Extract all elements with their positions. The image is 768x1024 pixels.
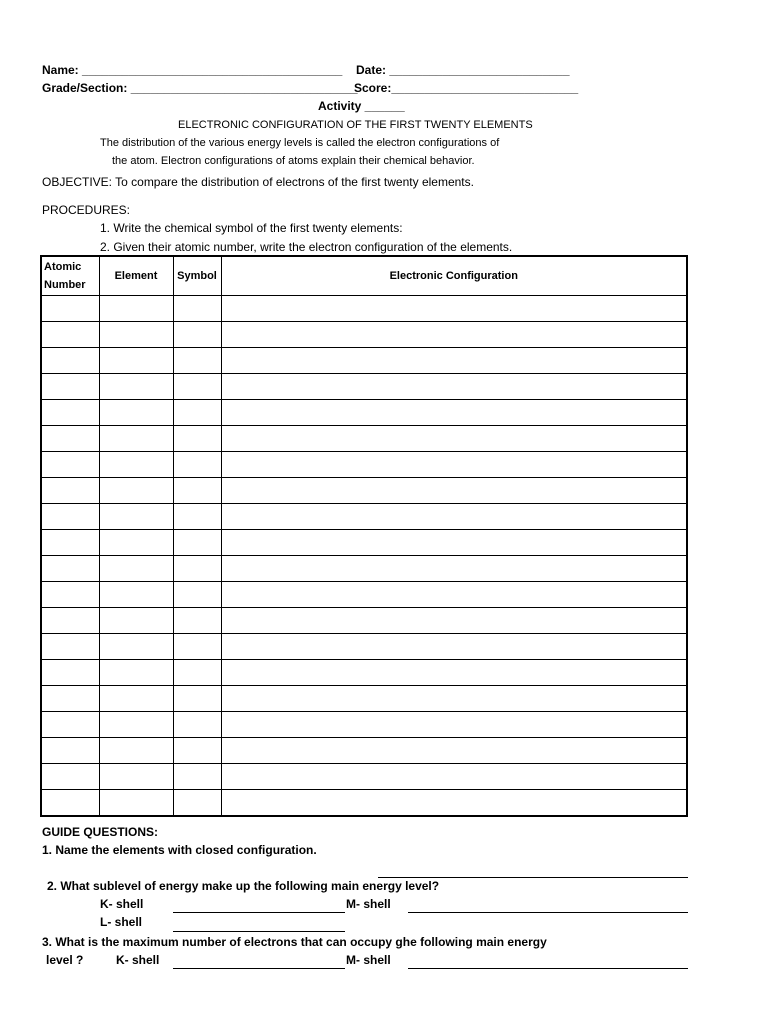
cell-symbol[interactable]	[173, 556, 221, 582]
cell-element[interactable]	[99, 686, 173, 712]
cell-element[interactable]	[99, 556, 173, 582]
intro-line-1: The distribution of the various energy levels is called the electron configurations of	[100, 137, 500, 149]
table-row	[41, 738, 687, 764]
objective: OBJECTIVE: To compare the distribution of electrons of the first twenty elements.	[42, 175, 474, 189]
cell-symbol[interactable]	[173, 738, 221, 764]
table-row	[41, 452, 687, 478]
table-row	[41, 530, 687, 556]
cell-element[interactable]	[99, 452, 173, 478]
col-header-element: Element	[99, 256, 173, 296]
table-row	[41, 790, 687, 817]
col-header-atomic-line2: Number	[44, 279, 86, 291]
activity-label: Activity ______	[318, 99, 405, 113]
answer-line-k-shell[interactable]	[173, 912, 345, 913]
guide-question-1: 1. Name the elements with closed configuration.	[42, 843, 317, 857]
cell-symbol[interactable]	[173, 374, 221, 400]
cell-atomic-number[interactable]	[41, 452, 99, 478]
table-row	[41, 608, 687, 634]
cell-element[interactable]	[99, 504, 173, 530]
cell-symbol[interactable]	[173, 530, 221, 556]
table-row	[41, 660, 687, 686]
table-row	[41, 556, 687, 582]
cell-atomic-number[interactable]	[41, 712, 99, 738]
cell-atomic-number[interactable]	[41, 426, 99, 452]
table-row	[41, 426, 687, 452]
cell-symbol[interactable]	[173, 504, 221, 530]
answer-line-l-shell[interactable]	[173, 931, 345, 932]
cell-atomic-number[interactable]	[41, 478, 99, 504]
date-field-label[interactable]: Date: ___________________________	[356, 63, 570, 77]
cell-symbol[interactable]	[173, 478, 221, 504]
cell-configuration[interactable]	[221, 348, 687, 374]
cell-configuration[interactable]	[221, 660, 687, 686]
table-row	[41, 712, 687, 738]
cell-configuration[interactable]	[221, 322, 687, 348]
cell-configuration[interactable]	[221, 478, 687, 504]
cell-atomic-number[interactable]	[41, 608, 99, 634]
cell-element[interactable]	[99, 764, 173, 790]
cell-configuration[interactable]	[221, 790, 687, 817]
table-row	[41, 686, 687, 712]
cell-symbol[interactable]	[173, 322, 221, 348]
cell-element[interactable]	[99, 790, 173, 817]
col-header-atomic-number	[41, 256, 99, 296]
cell-symbol[interactable]	[173, 452, 221, 478]
cell-configuration[interactable]	[221, 400, 687, 426]
cell-configuration[interactable]	[221, 608, 687, 634]
table-row	[41, 634, 687, 660]
cell-element[interactable]	[99, 582, 173, 608]
col-header-symbol: Symbol	[173, 256, 221, 296]
cell-configuration[interactable]	[221, 296, 687, 322]
name-field-label[interactable]: Name: _______________________________________	[42, 63, 343, 77]
cell-configuration[interactable]	[221, 452, 687, 478]
cell-element[interactable]	[99, 660, 173, 686]
answer-line-m-shell[interactable]	[408, 912, 688, 913]
cell-element[interactable]	[99, 400, 173, 426]
cell-symbol[interactable]	[173, 634, 221, 660]
answer-line-k-shell-q3[interactable]	[173, 968, 345, 969]
guide-question-3: 3. What is the maximum number of electrons that can occupy ghe following main energy	[42, 935, 547, 949]
answer-line-q1[interactable]	[378, 877, 688, 878]
cell-symbol[interactable]	[173, 582, 221, 608]
page-title: ELECTRONIC CONFIGURATION OF THE FIRST TWENTY ELEMENTS	[178, 119, 533, 131]
procedures-heading: PROCEDURES:	[42, 203, 131, 217]
intro-line-2: the atom. Electron configurations of atoms explain their chemical behavior.	[112, 155, 475, 167]
configuration-table	[40, 255, 688, 817]
cell-configuration[interactable]	[221, 582, 687, 608]
cell-atomic-number[interactable]	[41, 738, 99, 764]
cell-configuration[interactable]	[221, 764, 687, 790]
cell-atomic-number[interactable]	[41, 790, 99, 817]
cell-configuration[interactable]	[221, 634, 687, 660]
cell-configuration[interactable]	[221, 712, 687, 738]
cell-element[interactable]	[99, 348, 173, 374]
guide-heading: GUIDE QUESTIONS:	[42, 825, 159, 839]
cell-configuration[interactable]	[221, 426, 687, 452]
cell-configuration[interactable]	[221, 504, 687, 530]
table-row	[41, 582, 687, 608]
cell-atomic-number[interactable]	[41, 348, 99, 374]
cell-element[interactable]	[99, 608, 173, 634]
cell-configuration[interactable]	[221, 530, 687, 556]
cell-symbol[interactable]	[173, 348, 221, 374]
table-row	[41, 348, 687, 374]
cell-symbol[interactable]	[173, 426, 221, 452]
cell-symbol[interactable]	[173, 686, 221, 712]
cell-element[interactable]	[99, 530, 173, 556]
cell-atomic-number[interactable]	[41, 764, 99, 790]
guide-question-3-level: level ?	[46, 953, 84, 967]
cell-atomic-number[interactable]	[41, 556, 99, 582]
cell-symbol[interactable]	[173, 660, 221, 686]
cell-atomic-number[interactable]	[41, 400, 99, 426]
answer-line-m-shell-q3[interactable]	[408, 968, 688, 969]
cell-symbol[interactable]	[173, 790, 221, 817]
table-row	[41, 764, 687, 790]
cell-configuration[interactable]	[221, 738, 687, 764]
cell-element[interactable]	[99, 478, 173, 504]
cell-symbol[interactable]	[173, 764, 221, 790]
cell-atomic-number[interactable]	[41, 374, 99, 400]
cell-symbol[interactable]	[173, 296, 221, 322]
cell-symbol[interactable]	[173, 712, 221, 738]
m-shell-label-q3: M- shell	[346, 953, 391, 967]
col-header-atomic-line1: Atomic	[44, 261, 82, 273]
k-shell-label-q3: K- shell	[116, 953, 160, 967]
table-row	[41, 400, 687, 426]
score-field-label[interactable]: Score:____________________________	[354, 81, 579, 95]
cell-atomic-number[interactable]	[41, 296, 99, 322]
cell-symbol[interactable]	[173, 608, 221, 634]
cell-element[interactable]	[99, 374, 173, 400]
grade-section-field-label[interactable]: Grade/Section: __________________________________	[42, 81, 358, 95]
cell-element[interactable]	[99, 322, 173, 348]
cell-element[interactable]	[99, 634, 173, 660]
cell-symbol[interactable]	[173, 400, 221, 426]
table-row	[41, 296, 687, 322]
cell-configuration[interactable]	[221, 686, 687, 712]
cell-atomic-number[interactable]	[41, 322, 99, 348]
cell-configuration[interactable]	[221, 556, 687, 582]
col-header-electronic-configuration: Electronic Configuration	[221, 256, 687, 296]
l-shell-label: L- shell	[100, 915, 143, 929]
table-row	[41, 322, 687, 348]
cell-atomic-number[interactable]	[41, 634, 99, 660]
cell-configuration[interactable]	[221, 374, 687, 400]
cell-atomic-number[interactable]	[41, 530, 99, 556]
procedure-step-2: 2. Given their atomic number, write the electron configuration of the elements.	[100, 240, 513, 254]
table-row	[41, 478, 687, 504]
cell-element[interactable]	[99, 712, 173, 738]
table-row	[41, 374, 687, 400]
cell-element[interactable]	[99, 426, 173, 452]
cell-atomic-number[interactable]	[41, 660, 99, 686]
cell-atomic-number[interactable]	[41, 582, 99, 608]
table-header-row	[41, 256, 687, 296]
table-row	[41, 504, 687, 530]
cell-element[interactable]	[99, 296, 173, 322]
cell-element[interactable]	[99, 738, 173, 764]
m-shell-label: M- shell	[346, 897, 391, 911]
procedure-step-1: 1. Write the chemical symbol of the first twenty elements:	[100, 221, 403, 235]
cell-atomic-number[interactable]	[41, 686, 99, 712]
cell-atomic-number[interactable]	[41, 504, 99, 530]
guide-question-2: 2. What sublevel of energy make up the following main energy level?	[47, 879, 440, 893]
k-shell-label: K- shell	[100, 897, 144, 911]
